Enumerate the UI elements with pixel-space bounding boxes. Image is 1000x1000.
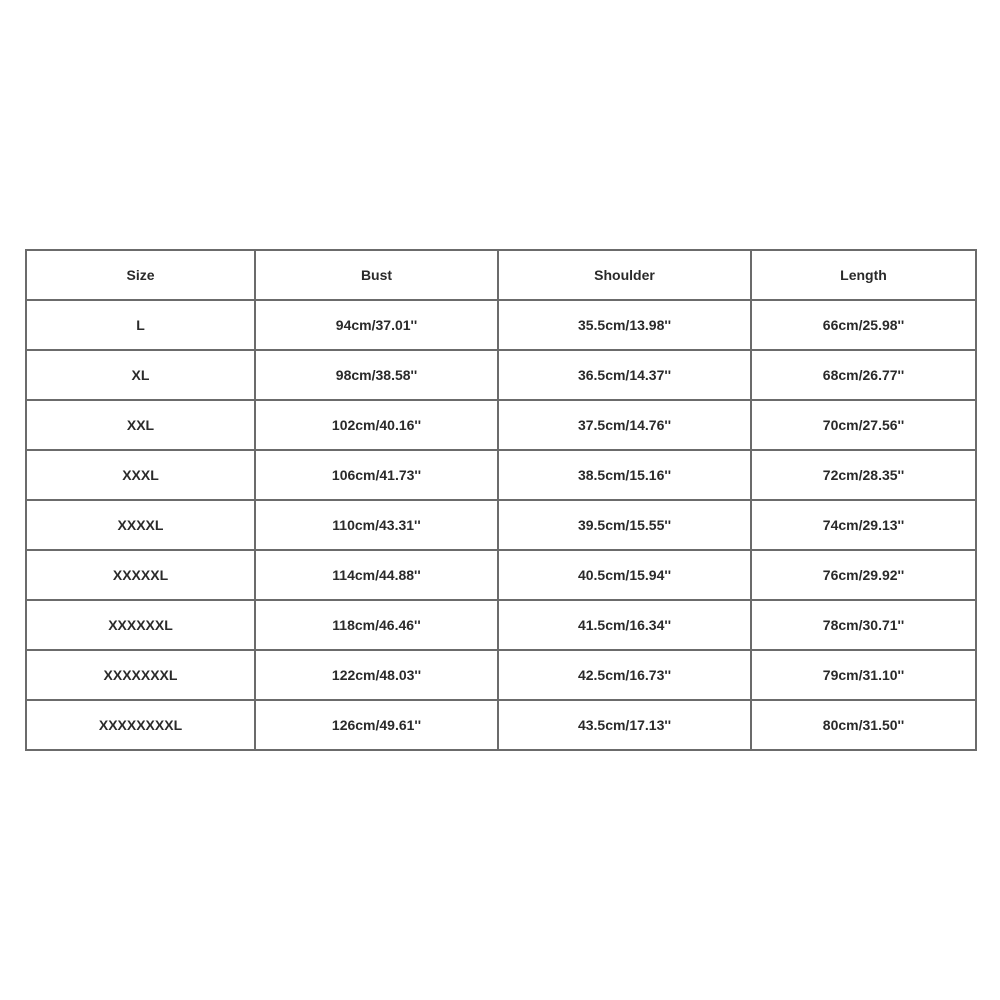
cell-length: 79cm/31.10'' xyxy=(751,650,976,700)
cell-bust: 118cm/46.46'' xyxy=(255,600,498,650)
table-header-row xyxy=(26,250,976,300)
cell-length: 80cm/31.50'' xyxy=(751,700,976,750)
cell-length: 68cm/26.77'' xyxy=(751,350,976,400)
table-row xyxy=(26,500,976,550)
cell-shoulder: 35.5cm/13.98'' xyxy=(498,300,751,350)
table-row xyxy=(26,350,976,400)
cell-shoulder: 41.5cm/16.34'' xyxy=(498,600,751,650)
cell-bust: 106cm/41.73'' xyxy=(255,450,498,500)
cell-shoulder: 40.5cm/15.94'' xyxy=(498,550,751,600)
cell-bust: 114cm/44.88'' xyxy=(255,550,498,600)
cell-shoulder: 43.5cm/17.13'' xyxy=(498,700,751,750)
cell-bust: 102cm/40.16'' xyxy=(255,400,498,450)
cell-size: XL xyxy=(26,350,255,400)
cell-size: XXXXXL xyxy=(26,550,255,600)
cell-bust: 94cm/37.01'' xyxy=(255,300,498,350)
size-chart-table xyxy=(25,249,977,751)
header-shoulder: Shoulder xyxy=(498,250,751,300)
cell-length: 66cm/25.98'' xyxy=(751,300,976,350)
cell-bust: 126cm/49.61'' xyxy=(255,700,498,750)
cell-length: 72cm/28.35'' xyxy=(751,450,976,500)
cell-bust: 110cm/43.31'' xyxy=(255,500,498,550)
table-row xyxy=(26,700,976,750)
header-bust: Bust xyxy=(255,250,498,300)
header-size: Size xyxy=(26,250,255,300)
table-row xyxy=(26,550,976,600)
cell-shoulder: 36.5cm/14.37'' xyxy=(498,350,751,400)
table-row xyxy=(26,450,976,500)
cell-shoulder: 39.5cm/15.55'' xyxy=(498,500,751,550)
table-row xyxy=(26,300,976,350)
cell-bust: 122cm/48.03'' xyxy=(255,650,498,700)
cell-bust: 98cm/38.58'' xyxy=(255,350,498,400)
cell-size: XXXL xyxy=(26,450,255,500)
cell-length: 70cm/27.56'' xyxy=(751,400,976,450)
cell-shoulder: 42.5cm/16.73'' xyxy=(498,650,751,700)
cell-shoulder: 37.5cm/14.76'' xyxy=(498,400,751,450)
cell-size: XXXXXXL xyxy=(26,600,255,650)
cell-size: XXXXXXXL xyxy=(26,650,255,700)
header-length: Length xyxy=(751,250,976,300)
table-row xyxy=(26,650,976,700)
cell-size: XXXXL xyxy=(26,500,255,550)
cell-size: XXL xyxy=(26,400,255,450)
cell-shoulder: 38.5cm/15.16'' xyxy=(498,450,751,500)
cell-length: 76cm/29.92'' xyxy=(751,550,976,600)
table-row xyxy=(26,400,976,450)
cell-length: 78cm/30.71'' xyxy=(751,600,976,650)
cell-length: 74cm/29.13'' xyxy=(751,500,976,550)
table-row xyxy=(26,600,976,650)
cell-size: L xyxy=(26,300,255,350)
cell-size: XXXXXXXXL xyxy=(26,700,255,750)
